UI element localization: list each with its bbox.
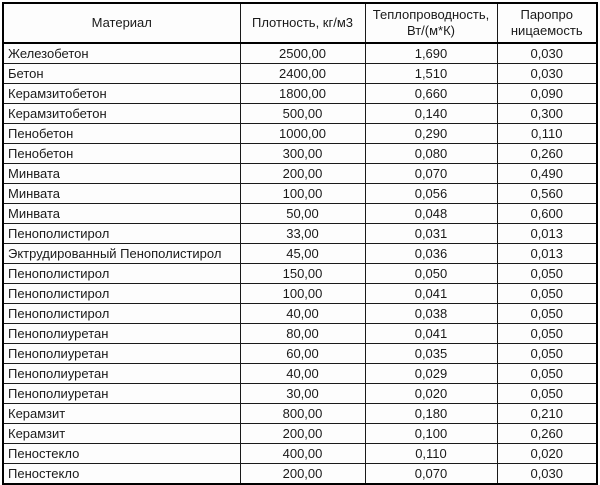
permeability-cell: 0,030 xyxy=(497,64,597,84)
permeability-cell: 0,050 xyxy=(497,284,597,304)
table-row xyxy=(3,404,597,424)
table-row xyxy=(3,424,597,444)
material-cell: Пенополиуретан xyxy=(3,384,240,404)
density-cell: 2400,00 xyxy=(240,64,365,84)
conductivity-cell: 1,690 xyxy=(365,43,497,64)
conductivity-cell: 0,070 xyxy=(365,164,497,184)
column-header-material: Материал xyxy=(3,3,240,43)
conductivity-cell: 0,100 xyxy=(365,424,497,444)
table-row xyxy=(3,124,597,144)
material-cell: Пенополистирол xyxy=(3,264,240,284)
density-cell: 200,00 xyxy=(240,424,365,444)
permeability-cell: 0,030 xyxy=(497,43,597,64)
permeability-cell: 0,090 xyxy=(497,84,597,104)
density-cell: 60,00 xyxy=(240,344,365,364)
conductivity-cell: 0,029 xyxy=(365,364,497,384)
table-row xyxy=(3,244,597,264)
conductivity-cell: 0,140 xyxy=(365,104,497,124)
table-row xyxy=(3,84,597,104)
material-cell: Пенобетон xyxy=(3,144,240,164)
conductivity-cell: 0,048 xyxy=(365,204,497,224)
table-row xyxy=(3,144,597,164)
material-cell: Минвата xyxy=(3,184,240,204)
column-header-density: Плотность, кг/м3 xyxy=(240,3,365,43)
density-cell: 100,00 xyxy=(240,284,365,304)
table-body xyxy=(3,43,597,484)
material-cell: Пенополиуретан xyxy=(3,364,240,384)
material-cell: Пенополистирол xyxy=(3,284,240,304)
density-cell: 200,00 xyxy=(240,164,365,184)
material-cell: Минвата xyxy=(3,204,240,224)
density-cell: 80,00 xyxy=(240,324,365,344)
permeability-cell: 0,050 xyxy=(497,344,597,364)
permeability-cell: 0,050 xyxy=(497,264,597,284)
density-cell: 200,00 xyxy=(240,464,365,485)
material-cell: Эктрудированный Пенополистирол xyxy=(3,244,240,264)
permeability-cell: 0,210 xyxy=(497,404,597,424)
material-cell: Пенополиуретан xyxy=(3,344,240,364)
material-cell: Бетон xyxy=(3,64,240,84)
density-cell: 1000,00 xyxy=(240,124,365,144)
table-row xyxy=(3,184,597,204)
permeability-cell: 0,260 xyxy=(497,424,597,444)
table-row xyxy=(3,464,597,485)
conductivity-cell: 0,035 xyxy=(365,344,497,364)
permeability-cell: 0,050 xyxy=(497,384,597,404)
material-cell: Пеностекло xyxy=(3,464,240,485)
material-cell: Минвата xyxy=(3,164,240,184)
permeability-cell: 0,490 xyxy=(497,164,597,184)
density-cell: 33,00 xyxy=(240,224,365,244)
permeability-cell: 0,560 xyxy=(497,184,597,204)
density-cell: 2500,00 xyxy=(240,43,365,64)
material-cell: Керамзит xyxy=(3,404,240,424)
material-cell: Пенополиуретан xyxy=(3,324,240,344)
conductivity-cell: 0,041 xyxy=(365,284,497,304)
permeability-cell: 0,050 xyxy=(497,304,597,324)
materials-table xyxy=(2,2,598,485)
density-cell: 300,00 xyxy=(240,144,365,164)
density-cell: 30,00 xyxy=(240,384,365,404)
table-row xyxy=(3,444,597,464)
table-row xyxy=(3,264,597,284)
conductivity-cell: 0,180 xyxy=(365,404,497,424)
permeability-cell: 0,050 xyxy=(497,364,597,384)
density-cell: 40,00 xyxy=(240,364,365,384)
table-row xyxy=(3,304,597,324)
material-cell: Керамзит xyxy=(3,424,240,444)
density-cell: 1800,00 xyxy=(240,84,365,104)
column-header-conductivity: Теплопроводность, Вт/(м*К) xyxy=(365,3,497,43)
permeability-cell: 0,050 xyxy=(497,324,597,344)
permeability-cell: 0,260 xyxy=(497,144,597,164)
permeability-cell: 0,013 xyxy=(497,244,597,264)
density-cell: 500,00 xyxy=(240,104,365,124)
table-row xyxy=(3,384,597,404)
conductivity-cell: 0,020 xyxy=(365,384,497,404)
table-row xyxy=(3,224,597,244)
column-header-permeability: Паропро ницаемость xyxy=(497,3,597,43)
conductivity-cell: 0,290 xyxy=(365,124,497,144)
permeability-cell: 0,020 xyxy=(497,444,597,464)
material-cell: Пенополистирол xyxy=(3,224,240,244)
material-cell: Пеностекло xyxy=(3,444,240,464)
material-cell: Керамзитобетон xyxy=(3,84,240,104)
conductivity-cell: 0,036 xyxy=(365,244,497,264)
table-row xyxy=(3,104,597,124)
material-cell: Керамзитобетон xyxy=(3,104,240,124)
density-cell: 400,00 xyxy=(240,444,365,464)
permeability-cell: 0,013 xyxy=(497,224,597,244)
density-cell: 50,00 xyxy=(240,204,365,224)
conductivity-cell: 0,080 xyxy=(365,144,497,164)
conductivity-cell: 0,050 xyxy=(365,264,497,284)
permeability-cell: 0,030 xyxy=(497,464,597,485)
table-row xyxy=(3,344,597,364)
table-row xyxy=(3,164,597,184)
conductivity-cell: 0,660 xyxy=(365,84,497,104)
table-header xyxy=(3,3,597,43)
density-cell: 45,00 xyxy=(240,244,365,264)
table-row xyxy=(3,284,597,304)
header-row xyxy=(3,3,597,43)
material-cell: Пенополистирол xyxy=(3,304,240,324)
material-cell: Железобетон xyxy=(3,43,240,64)
density-cell: 800,00 xyxy=(240,404,365,424)
permeability-cell: 0,110 xyxy=(497,124,597,144)
permeability-cell: 0,600 xyxy=(497,204,597,224)
density-cell: 100,00 xyxy=(240,184,365,204)
table-row xyxy=(3,43,597,64)
material-cell: Пенобетон xyxy=(3,124,240,144)
table-row xyxy=(3,324,597,344)
table-row xyxy=(3,64,597,84)
conductivity-cell: 0,041 xyxy=(365,324,497,344)
conductivity-cell: 0,056 xyxy=(365,184,497,204)
conductivity-cell: 0,038 xyxy=(365,304,497,324)
permeability-cell: 0,300 xyxy=(497,104,597,124)
conductivity-cell: 1,510 xyxy=(365,64,497,84)
density-cell: 40,00 xyxy=(240,304,365,324)
table-row xyxy=(3,364,597,384)
conductivity-cell: 0,031 xyxy=(365,224,497,244)
conductivity-cell: 0,110 xyxy=(365,444,497,464)
table-row xyxy=(3,204,597,224)
conductivity-cell: 0,070 xyxy=(365,464,497,485)
density-cell: 150,00 xyxy=(240,264,365,284)
